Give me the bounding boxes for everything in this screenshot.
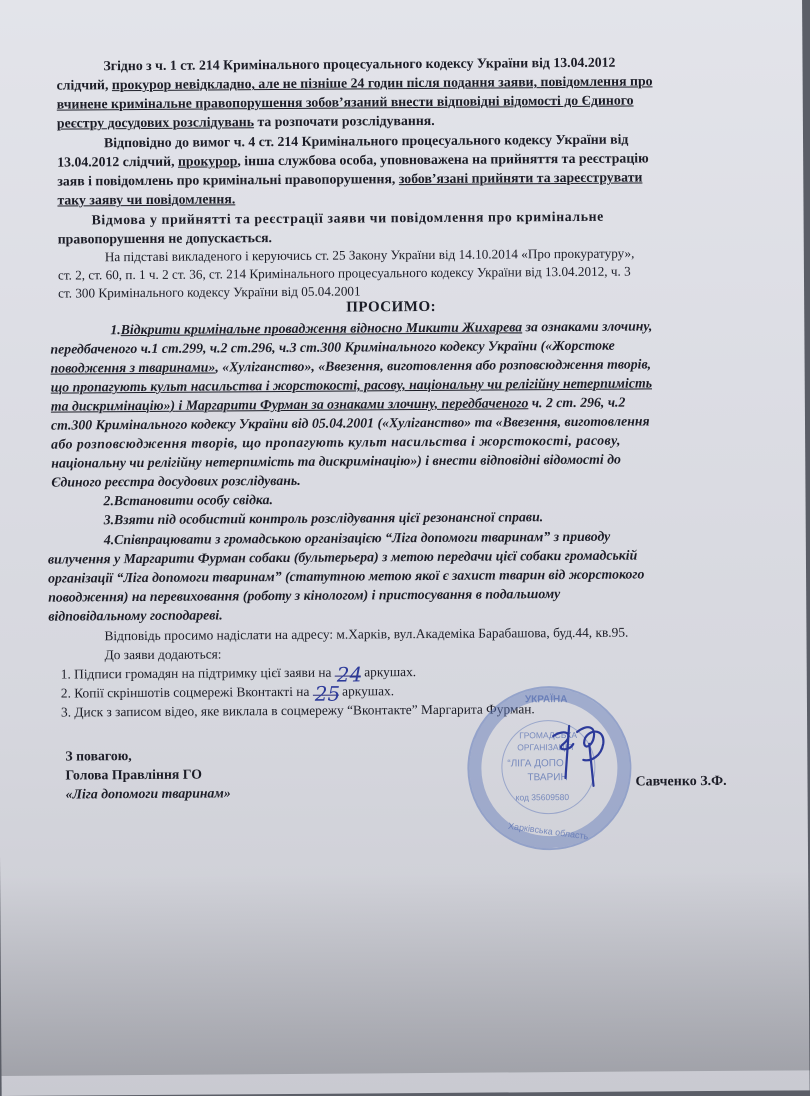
request-item-1: 1.Відкрити кримінальне провадження відносно Микити Жихарева за ознаками злочину, [110,318,653,338]
reply-address: Відповідь просимо надіслати на адресу: м.Харків, вул.Академіка Барабашова, буд.44, кв.95. [104,624,629,644]
text-line: організації “Ліга допомоги тваринам” (статутною метою якої є захист тварин від жорстокого [48,566,645,586]
text-line: ст.300 Кримінального кодексу України від 05.04.2001 («Хуліганство» та «Ввезення, виготовлення [50,413,650,433]
text-line: вилучення у Маргарити Фурман собаки (бультерьера) з метою передачи цієї собаки громадській [47,547,638,567]
text-line: заяв і повідомлень про кримінальні правопорушення, зобов’язані прийняти та зареєструвати [57,169,643,189]
text-line: передбаченого ч.1 ст.299, ч.2 ст.296, ч.3 ст.300 Кримінального кодексу України («Жорстоке [50,337,615,357]
text-line: Єдиного реєстра досудових розслідувань. [51,472,301,490]
request-item-2: 2.Встановити особу свідка. [103,492,273,509]
text-line: поводження з тваринами», «Хуліганство», «Ввезення, виготовлення або розповсюдження творів, [50,356,652,376]
closing-line: З повагою, [65,748,132,764]
heading-prosymo: ПРОСИМО: [346,298,437,316]
request-item-4: 4.Співпрацювати з громадською організацією “Ліга допомоги тваринам” з приводу [103,528,611,548]
text-line: Відповідно до вимог ч. 4 ст. 214 Кримінального процесуального кодексу України від [103,131,629,151]
text-line: Згідно з ч. 1 ст. 214 Кримінального процесуального кодексу України від 13.04.2012 [103,54,616,74]
text-line: реєстру досудових розслідувань та розпочати розслідування. [56,112,435,131]
handwritten-signature [547,714,618,794]
attachments-heading: До заяви додаються: [104,646,222,663]
text-line: Відмова у прийнятті та реєстрації заяви чи повідомлення про кримінальне [91,208,604,228]
text-line: ст. 2, ст. 60, п. 1 ч. 2 ст. 36, ст. 214 Кримінального процесуального кодексу України від 13.04.2012, ч. 3 [57,263,631,283]
request-item-3: 3.Взяти під особистий контроль розслідування цієї резонансної справи. [103,509,544,528]
attachment-3: 3. Диск з записом відео, яке виклала в соцмережу “Вконтакте” Маргарита Фурман. [60,701,535,720]
attachment-2: 2. Копії скріншотів соцмережі Вконтакті на 25 аркушах. [60,681,395,706]
handwritten-count: 25 [314,681,341,706]
text-line: слідчий, прокурор невідкладно, але не пізніше 24 годин після подання заяви, повідомлення про [56,73,653,93]
text-line: та дискримінацію») і Маргарити Фурман за ознаками злочину, передбаченого ч. 2 ст. 296, ч.2 [50,394,626,414]
text-line: На підставі викладеного і керуючись ст. 25 Закону України від 14.10.2014 «Про прокуратуру», [104,245,635,265]
text-line: ст. 300 Кримінального кодексу України від 05.04.2001 [58,283,361,301]
text-line: що пропагують культ насильства і жорстокості, расову, національну чи релігійну нетерпимість [50,375,653,395]
text-line: або розповсюдження творів, що пропагують культ насильства і жорстокості, расову, [51,432,621,452]
text-line: 13.04.2012 слідчий, прокурор, інша службова особа, уповноважена на прийняття та реєстрацію [57,150,649,170]
organization-stamp: УКРАЇНА ГРОМАДСЬКА ОРГАНІЗАЦІЯ “ЛІГА ДОПО ТВАРИН код 35609580 Харківська область [467,686,632,851]
text-line: поводження) на перевиховання (роботу з кінологом) і пристосування в подальшому [48,586,561,605]
text-line: вчинене кримінальне правопорушення зобов’язаний внести відповідні відомості до Єдиного [56,92,634,112]
closing-line: «Ліга допомоги тваринам» [65,785,231,802]
attachment-1: 1. Підписи громадян на підтримку цієї заяви на 24 аркушах. [60,662,417,687]
closing-line: Голова Правління ГО [65,766,202,783]
signer-name: Савченко З.Ф. [635,773,727,790]
text-line: національну чи релігійну нетерпимість та дискримінацію») і внести відповідні відомості до [51,451,621,471]
text-line: таку заяву чи повідомлення. [57,191,236,208]
text-line: правопорушення не допускається. [57,230,273,247]
handwritten-count: 24 [336,662,363,687]
text-line: відповідальному господареві. [48,607,223,624]
